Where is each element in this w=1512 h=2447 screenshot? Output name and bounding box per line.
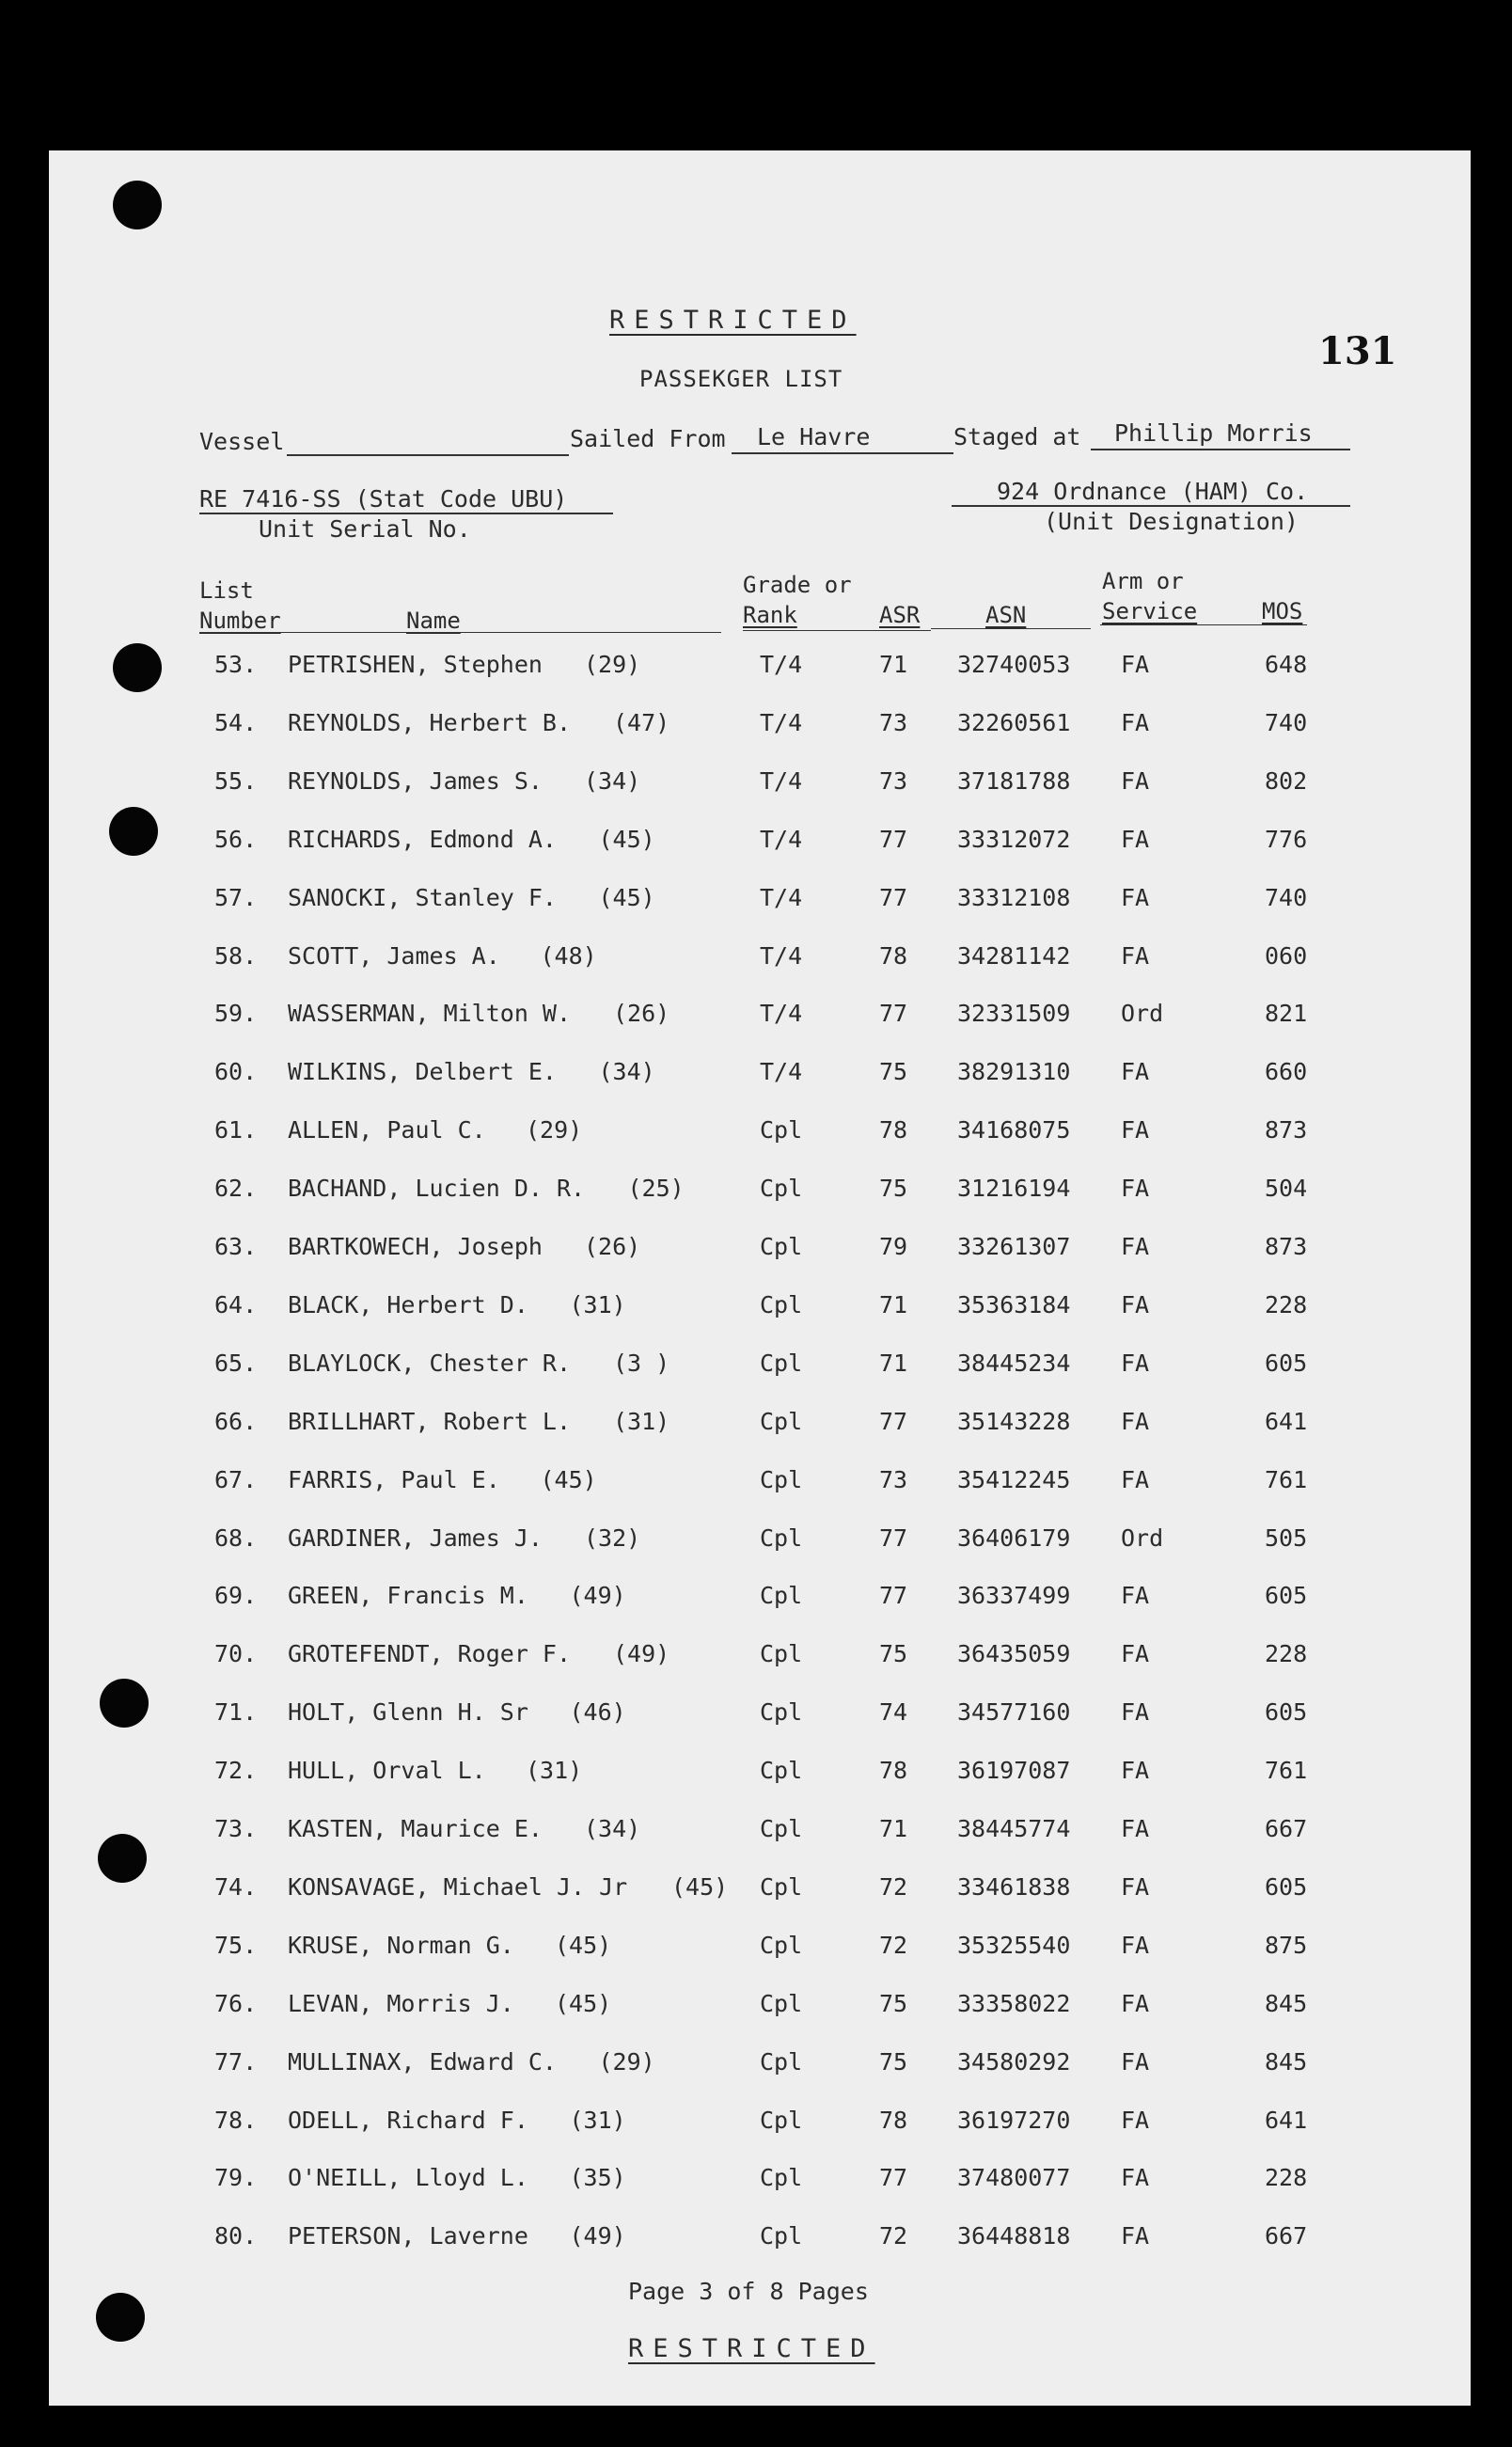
row-list-number: 67. — [214, 1466, 258, 1493]
restricted-heading-bottom: RESTRICTED — [628, 2334, 875, 2363]
row-mos: 605 — [1265, 1350, 1308, 1377]
row-name: GARDINER, James J. — [288, 1524, 543, 1552]
row-name: KASTEN, Maurice E. — [288, 1815, 543, 1842]
row-arm-service: Ord — [1121, 1524, 1164, 1552]
row-age: (31) — [613, 1408, 670, 1435]
row-mos: 740 — [1265, 709, 1308, 736]
row-mos: 641 — [1265, 1408, 1308, 1435]
row-grade: Cpl — [760, 1408, 803, 1435]
row-asn: 31216194 — [957, 1175, 1071, 1202]
row-list-number: 53. — [214, 651, 258, 678]
row-asn: 33312072 — [957, 826, 1071, 853]
row-asr: 77 — [879, 1524, 908, 1552]
unit-designation-value: 924 Ordnance (HAM) Co. — [997, 478, 1309, 505]
row-asr: 71 — [879, 1815, 908, 1842]
row-age: (45) — [540, 1466, 597, 1493]
table-row — [0, 2048, 1512, 2086]
row-asr: 78 — [879, 1757, 908, 1784]
row-mos: 228 — [1265, 2164, 1308, 2191]
sailed-from-label: Sailed From — [570, 425, 726, 452]
table-row — [0, 651, 1512, 688]
row-name: ALLEN, Paul C. — [288, 1116, 486, 1144]
row-list-number: 78. — [214, 2107, 258, 2134]
row-list-number: 74. — [214, 1873, 258, 1901]
table-row — [0, 1932, 1512, 1969]
row-age: (29) — [526, 1116, 583, 1144]
row-asn: 35412245 — [957, 1466, 1071, 1493]
row-arm-service: FA — [1121, 884, 1150, 911]
unit-serial-underline — [199, 513, 613, 514]
row-mos: 228 — [1265, 1291, 1308, 1318]
row-asr: 79 — [879, 1233, 908, 1260]
row-mos: 641 — [1265, 2107, 1308, 2134]
row-name: WILKINS, Delbert E. — [288, 1058, 557, 1085]
col-asn-label: ASN — [985, 602, 1027, 628]
row-mos: 845 — [1265, 1990, 1308, 2017]
row-name: KRUSE, Norman G. — [288, 1932, 514, 1959]
table-row — [0, 2222, 1512, 2260]
row-asn: 36435059 — [957, 1640, 1071, 1667]
row-asn: 33312108 — [957, 884, 1071, 911]
row-mos: 845 — [1265, 2048, 1308, 2076]
row-asr: 77 — [879, 2164, 908, 2191]
row-list-number: 76. — [214, 1990, 258, 2017]
row-asn: 36406179 — [957, 1524, 1071, 1552]
table-row — [0, 1175, 1512, 1212]
row-mos: 667 — [1265, 2222, 1308, 2250]
table-row — [0, 1640, 1512, 1678]
row-arm-service: FA — [1121, 767, 1150, 795]
row-asn: 35363184 — [957, 1291, 1071, 1318]
row-mos: 605 — [1265, 1582, 1308, 1609]
row-age: (34) — [584, 1815, 641, 1842]
row-name: WASSERMAN, Milton W. — [288, 1000, 572, 1027]
row-arm-service: FA — [1121, 1698, 1150, 1726]
row-mos: 761 — [1265, 1466, 1308, 1493]
row-asr: 72 — [879, 1873, 908, 1901]
row-age: (31) — [526, 1757, 583, 1784]
row-list-number: 65. — [214, 1350, 258, 1377]
table-row — [0, 2164, 1512, 2202]
row-name: SANOCKI, Stanley F. — [288, 884, 557, 911]
table-row — [0, 1582, 1512, 1619]
row-asn: 32260561 — [957, 709, 1071, 736]
row-age: (49) — [569, 1582, 626, 1609]
row-mos: 228 — [1265, 1640, 1308, 1667]
row-grade: Cpl — [760, 1757, 803, 1784]
row-grade: Cpl — [760, 1175, 803, 1202]
col-grade-line2: Rank — [743, 602, 797, 628]
row-name: KONSAVAGE, Michael J. Jr — [288, 1873, 628, 1901]
table-row — [0, 1000, 1512, 1037]
row-age: (46) — [569, 1698, 626, 1726]
col-list-number-line2: Number — [199, 608, 281, 634]
table-row — [0, 826, 1512, 863]
row-arm-service: FA — [1121, 1233, 1150, 1260]
col-grade — [743, 570, 852, 630]
row-mos: 605 — [1265, 1873, 1308, 1901]
row-asr: 73 — [879, 709, 908, 736]
row-arm-service: FA — [1121, 1116, 1150, 1144]
row-asn: 34580292 — [957, 2048, 1071, 2076]
name-header-underline — [199, 632, 721, 633]
row-grade: Cpl — [760, 2107, 803, 2134]
col-arm-line1: Arm or — [1102, 568, 1184, 594]
row-age: (34) — [598, 1058, 655, 1085]
row-list-number: 63. — [214, 1233, 258, 1260]
row-grade: T/4 — [760, 767, 803, 795]
row-asr: 75 — [879, 1640, 908, 1667]
row-arm-service: FA — [1121, 826, 1150, 853]
vessel-label: Vessel — [199, 428, 285, 455]
row-asr: 77 — [879, 826, 908, 853]
table-row — [0, 1116, 1512, 1154]
table-row — [0, 709, 1512, 747]
row-arm-service: FA — [1121, 1582, 1150, 1609]
row-mos: 873 — [1265, 1116, 1308, 1144]
row-age: (32) — [584, 1524, 641, 1552]
row-grade: Cpl — [760, 2164, 803, 2191]
table-row — [0, 1757, 1512, 1794]
row-age: (45) — [598, 826, 655, 853]
row-asn: 34577160 — [957, 1698, 1071, 1726]
row-grade: T/4 — [760, 1058, 803, 1085]
row-list-number: 57. — [214, 884, 258, 911]
row-age: (31) — [569, 1291, 626, 1318]
row-asn: 38291310 — [957, 1058, 1071, 1085]
table-row — [0, 1990, 1512, 2028]
row-name: HOLT, Glenn H. Sr — [288, 1698, 528, 1726]
col-arm-line2: Service — [1102, 598, 1198, 624]
row-age: (47) — [613, 709, 670, 736]
row-list-number: 55. — [214, 767, 258, 795]
row-age: (26) — [613, 1000, 670, 1027]
row-grade: Cpl — [760, 1466, 803, 1493]
row-grade: Cpl — [760, 1291, 803, 1318]
table-row — [0, 1466, 1512, 1504]
col-mos-label: MOS — [1262, 598, 1303, 624]
row-asr: 73 — [879, 1466, 908, 1493]
row-mos: 660 — [1265, 1058, 1308, 1085]
row-age: (45) — [555, 1990, 612, 2017]
row-list-number: 68. — [214, 1524, 258, 1552]
row-grade: Cpl — [760, 1350, 803, 1377]
row-list-number: 54. — [214, 709, 258, 736]
row-list-number: 66. — [214, 1408, 258, 1435]
row-grade: Cpl — [760, 1990, 803, 2017]
col-grade-line1: Grade or — [743, 572, 852, 598]
row-age: (34) — [584, 767, 641, 795]
row-asn: 36448818 — [957, 2222, 1071, 2250]
row-age: (45) — [671, 1873, 729, 1901]
row-arm-service: FA — [1121, 1466, 1150, 1493]
row-grade: Cpl — [760, 1698, 803, 1726]
row-list-number: 73. — [214, 1815, 258, 1842]
row-list-number: 64. — [214, 1291, 258, 1318]
vessel-underline — [287, 454, 569, 456]
row-asr: 71 — [879, 651, 908, 678]
row-name: PETERSON, Laverne — [288, 2222, 528, 2250]
row-arm-service: FA — [1121, 1058, 1150, 1085]
row-mos: 505 — [1265, 1524, 1308, 1552]
row-list-number: 58. — [214, 942, 258, 970]
col-list-number — [199, 576, 281, 636]
row-list-number: 59. — [214, 1000, 258, 1027]
row-asr: 73 — [879, 767, 908, 795]
row-asr: 72 — [879, 2222, 908, 2250]
page-number: 131 — [1318, 329, 1397, 373]
row-asn: 33461838 — [957, 1873, 1071, 1901]
row-age: (29) — [584, 651, 641, 678]
row-grade: T/4 — [760, 826, 803, 853]
row-arm-service: FA — [1121, 1408, 1150, 1435]
row-arm-service: FA — [1121, 1815, 1150, 1842]
row-asn: 38445774 — [957, 1815, 1071, 1842]
row-asr: 75 — [879, 1175, 908, 1202]
row-arm-service: FA — [1121, 2107, 1150, 2134]
row-asn: 33358022 — [957, 1990, 1071, 2017]
row-asr: 75 — [879, 1990, 908, 2017]
row-age: (35) — [569, 2164, 626, 2191]
mos-header-underline — [1100, 624, 1307, 625]
row-age: (45) — [555, 1932, 612, 1959]
staged-at-label: Staged at — [953, 423, 1081, 450]
table-row — [0, 1524, 1512, 1562]
restricted-heading-top: RESTRICTED — [609, 306, 857, 335]
row-name: SCOTT, James A. — [288, 942, 500, 970]
table-row — [0, 2107, 1512, 2144]
row-name: FARRIS, Paul E. — [288, 1466, 500, 1493]
row-name: PETRISHEN, Stephen — [288, 651, 543, 678]
row-name: MULLINAX, Edward C. — [288, 2048, 557, 2076]
row-name: BLACK, Herbert D. — [288, 1291, 528, 1318]
row-asn: 32740053 — [957, 651, 1071, 678]
row-name: BACHAND, Lucien D. R. — [288, 1175, 586, 1202]
row-arm-service: FA — [1121, 709, 1150, 736]
row-name: REYNOLDS, Herbert B. — [288, 709, 572, 736]
row-list-number: 62. — [214, 1175, 258, 1202]
table-row — [0, 1815, 1512, 1853]
row-list-number: 71. — [214, 1698, 258, 1726]
row-arm-service: Ord — [1121, 1000, 1164, 1027]
row-grade: Cpl — [760, 1932, 803, 1959]
table-row — [0, 1233, 1512, 1271]
row-grade: T/4 — [760, 942, 803, 970]
row-asr: 77 — [879, 1582, 908, 1609]
row-grade: T/4 — [760, 1000, 803, 1027]
col-list-number-line1: List — [199, 577, 254, 604]
row-list-number: 61. — [214, 1116, 258, 1144]
row-asr: 71 — [879, 1291, 908, 1318]
row-mos: 740 — [1265, 884, 1308, 911]
row-asr: 74 — [879, 1698, 908, 1726]
document-title: PASSEKGER LIST — [639, 366, 843, 392]
row-name: HULL, Orval L. — [288, 1757, 486, 1784]
row-arm-service: FA — [1121, 1640, 1150, 1667]
table-row — [0, 884, 1512, 922]
row-name: O'NEILL, Lloyd L. — [288, 2164, 528, 2191]
row-asn: 35325540 — [957, 1932, 1071, 1959]
row-grade: T/4 — [760, 884, 803, 911]
row-asr: 77 — [879, 1000, 908, 1027]
row-age: (26) — [584, 1233, 641, 1260]
row-list-number: 60. — [214, 1058, 258, 1085]
col-asr-label: ASR — [879, 602, 921, 628]
table-row — [0, 1058, 1512, 1096]
row-arm-service: FA — [1121, 1175, 1150, 1202]
sailed-from-value: Le Havre — [757, 423, 871, 450]
col-arm — [1102, 566, 1197, 626]
row-asr: 78 — [879, 1116, 908, 1144]
row-arm-service: FA — [1121, 1350, 1150, 1377]
binder-hole — [113, 181, 162, 229]
row-arm-service: FA — [1121, 2164, 1150, 2191]
row-list-number: 69. — [214, 1582, 258, 1609]
row-mos: 802 — [1265, 767, 1308, 795]
row-asr: 71 — [879, 1350, 908, 1377]
row-name: BLAYLOCK, Chester R. — [288, 1350, 572, 1377]
row-asr: 78 — [879, 2107, 908, 2134]
row-arm-service: FA — [1121, 1990, 1150, 2017]
row-age: (29) — [598, 2048, 655, 2076]
row-asn: 33261307 — [957, 1233, 1071, 1260]
sailed-from-underline — [732, 452, 953, 454]
row-age: (25) — [627, 1175, 685, 1202]
row-arm-service: FA — [1121, 1932, 1150, 1959]
row-mos: 605 — [1265, 1698, 1308, 1726]
row-name: REYNOLDS, James S. — [288, 767, 543, 795]
row-arm-service: FA — [1121, 651, 1150, 678]
row-asr: 75 — [879, 1058, 908, 1085]
table-row — [0, 1698, 1512, 1736]
unit-serial-value: RE 7416-SS (Stat Code UBU) — [199, 485, 568, 513]
row-grade: Cpl — [760, 1233, 803, 1260]
row-name: LEVAN, Morris J. — [288, 1990, 514, 2017]
staged-at-underline — [1091, 449, 1350, 450]
row-list-number: 79. — [214, 2164, 258, 2191]
row-asn: 34168075 — [957, 1116, 1071, 1144]
row-name: GREEN, Francis M. — [288, 1582, 528, 1609]
row-mos: 667 — [1265, 1815, 1308, 1842]
binder-hole — [96, 2293, 145, 2342]
grade-header-underline — [743, 630, 931, 631]
row-asn: 35143228 — [957, 1408, 1071, 1435]
row-arm-service: FA — [1121, 2048, 1150, 2076]
row-grade: Cpl — [760, 1116, 803, 1144]
row-list-number: 77. — [214, 2048, 258, 2076]
unit-designation-label: (Unit Designation) — [1044, 508, 1299, 535]
row-name: BARTKOWECH, Joseph — [288, 1233, 543, 1260]
unit-serial-label: Unit Serial No. — [259, 515, 471, 543]
row-arm-service: FA — [1121, 1757, 1150, 1784]
row-asr: 72 — [879, 1932, 908, 1959]
row-asn: 34281142 — [957, 942, 1071, 970]
row-name: GROTEFENDT, Roger F. — [288, 1640, 572, 1667]
staged-at-value: Phillip Morris — [1114, 419, 1313, 447]
row-asn: 36197087 — [957, 1757, 1071, 1784]
row-mos: 761 — [1265, 1757, 1308, 1784]
row-age: (31) — [569, 2107, 626, 2134]
row-asr: 77 — [879, 1408, 908, 1435]
row-arm-service: FA — [1121, 1291, 1150, 1318]
row-age: (45) — [598, 884, 655, 911]
row-grade: T/4 — [760, 651, 803, 678]
row-name: RICHARDS, Edmond A. — [288, 826, 557, 853]
row-mos: 060 — [1265, 942, 1308, 970]
row-grade: Cpl — [760, 2048, 803, 2076]
row-list-number: 56. — [214, 826, 258, 853]
row-mos: 648 — [1265, 651, 1308, 678]
row-grade: T/4 — [760, 709, 803, 736]
col-name-label: Name — [406, 608, 461, 634]
row-asr: 77 — [879, 884, 908, 911]
col-asn — [985, 600, 1026, 630]
row-list-number: 72. — [214, 1757, 258, 1784]
row-grade: Cpl — [760, 1815, 803, 1842]
col-mos — [1262, 596, 1302, 626]
row-age: (49) — [613, 1640, 670, 1667]
page-count: Page 3 of 8 Pages — [628, 2278, 869, 2305]
row-age: (49) — [569, 2222, 626, 2250]
table-row — [0, 1408, 1512, 1445]
row-grade: Cpl — [760, 1524, 803, 1552]
row-grade: Cpl — [760, 2222, 803, 2250]
table-row — [0, 1291, 1512, 1329]
row-asr: 75 — [879, 2048, 908, 2076]
asn-header-underline — [931, 628, 1091, 629]
row-list-number: 75. — [214, 1932, 258, 1959]
row-arm-service: FA — [1121, 942, 1150, 970]
table-row — [0, 1350, 1512, 1387]
row-list-number: 80. — [214, 2222, 258, 2250]
row-asn: 36197270 — [957, 2107, 1071, 2134]
row-name: BRILLHART, Robert L. — [288, 1408, 572, 1435]
row-age: (48) — [540, 942, 597, 970]
row-grade: Cpl — [760, 1873, 803, 1901]
row-mos: 776 — [1265, 826, 1308, 853]
table-row — [0, 1873, 1512, 1911]
row-arm-service: FA — [1121, 1873, 1150, 1901]
row-asn: 36337499 — [957, 1582, 1071, 1609]
table-row — [0, 942, 1512, 980]
row-mos: 873 — [1265, 1233, 1308, 1260]
row-arm-service: FA — [1121, 2222, 1150, 2250]
row-asn: 37480077 — [957, 2164, 1071, 2191]
row-grade: Cpl — [760, 1582, 803, 1609]
row-asn: 38445234 — [957, 1350, 1071, 1377]
row-age: (3 ) — [613, 1350, 670, 1377]
col-asr — [879, 600, 920, 630]
row-asr: 78 — [879, 942, 908, 970]
row-mos: 504 — [1265, 1175, 1308, 1202]
row-mos: 821 — [1265, 1000, 1308, 1027]
unit-designation-underline — [952, 505, 1350, 507]
row-grade: Cpl — [760, 1640, 803, 1667]
row-list-number: 70. — [214, 1640, 258, 1667]
row-mos: 875 — [1265, 1932, 1308, 1959]
row-asn: 32331509 — [957, 1000, 1071, 1027]
row-name: ODELL, Richard F. — [288, 2107, 528, 2134]
row-asn: 37181788 — [957, 767, 1071, 795]
table-row — [0, 767, 1512, 805]
